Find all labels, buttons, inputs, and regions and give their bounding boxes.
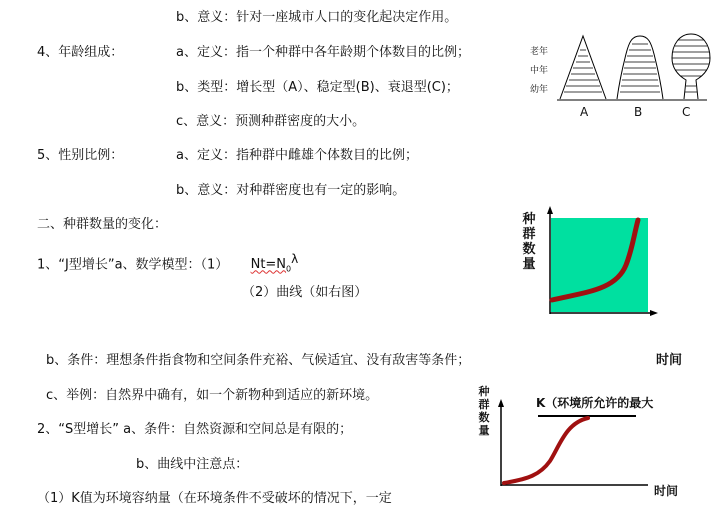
text-line: b、条件：理想条件指食物和空间条件充裕、气候适宜、没有敌害等条件； [46,353,471,368]
pyramid-b [617,36,663,99]
text-line: （2）曲线（如右图） [242,285,368,300]
j-chart-plot [546,210,656,320]
age-level-mid: 中年 [530,66,549,76]
j-model-label: 1、“J型增长”a、数学模型：（1） [37,257,229,273]
text-line: b、曲线中注意点： [136,457,249,472]
pyramid-c [672,34,710,99]
k-label: K（环境所允许的最大 [536,396,654,410]
section-heading: 二、种群数量的变化： [37,217,168,232]
pyramid-label-a: A [580,105,589,119]
text-line: c、意义：预测种群密度的大小。 [176,114,366,129]
text-line: b、类型：增长型（A）、稳定型(B)、衰退型(C)； [176,80,459,95]
text-line: a、定义：指种群中雌雄个体数目的比例； [176,148,418,163]
pyramid-label-c: C [682,105,691,119]
s-curve [504,418,588,483]
formula-exponent: λ [291,252,299,266]
s-chart-ylabel: 种群数量 [478,385,490,437]
text-line [37,251,298,278]
j-chart-ylabel: 种群数量 [522,212,536,272]
text-line: 4、年龄组成： [37,45,124,60]
text-line: b、意义：针对一座城市人口的变化起决定作用。 [176,10,458,25]
text-line: c、举例：自然界中确有，如一个新物种到适应的新环境。 [46,388,379,403]
pyramid-label-b: B [634,105,643,119]
text-line: （1）K值为环境容纳量（在环境条件不受破坏的情况下，一定 [37,491,392,506]
pyramid-a [560,36,606,99]
text-line: 5、性别比例： [37,148,124,163]
age-level-old: 老年 [530,47,549,57]
text-line: a、定义：指一个种群中各年龄期个体数目的比例； [176,45,470,60]
s-chart-plot [498,403,648,488]
age-level-young: 幼年 [530,85,549,95]
age-pyramid-diagram [552,22,712,102]
text-line: 2、“S型增长” a、条件：自然资源和空间总是有限的； [37,422,353,437]
formula: $Nt=N_0$ [250,257,292,274]
s-chart-xlabel: 时间 [654,484,679,498]
text-line: b、意义：对种群密度也有一定的影响。 [176,183,406,198]
j-chart-xlabel: 时间 [656,353,683,368]
